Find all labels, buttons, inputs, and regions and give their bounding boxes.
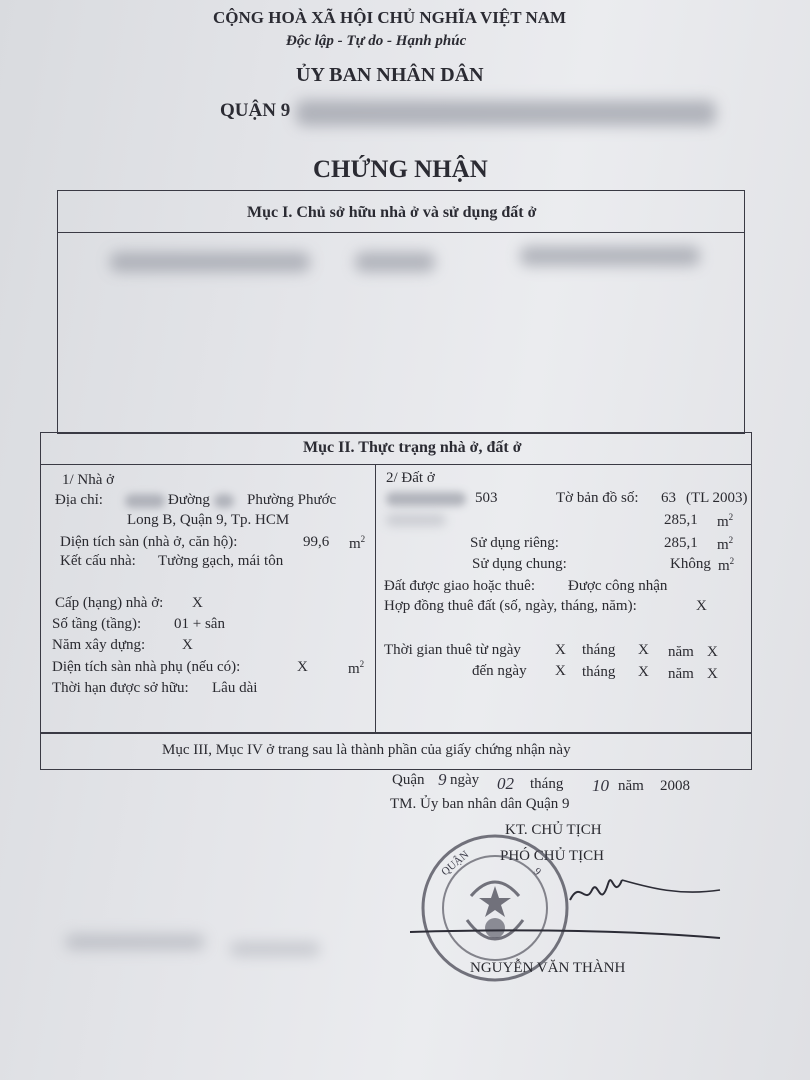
floors-label: Số tầng (tầng): — [52, 616, 142, 632]
private-label: Sử dụng riêng: — [470, 535, 559, 551]
lease-value: X — [696, 598, 707, 614]
area-unit: $m^2$ — [717, 512, 734, 530]
signoff-month: 10 — [592, 776, 609, 795]
header-committee: ỦY BAN NHÂN DÂN — [296, 64, 484, 86]
redacted-address-number — [125, 494, 165, 508]
grade-value: X — [192, 595, 203, 611]
floor-area-unit: $m^2$ — [349, 534, 366, 552]
header-district: QUẬN 9 — [220, 100, 291, 121]
aux-area-unit: $m^2$ — [348, 659, 365, 677]
area-value: 285,1 — [664, 512, 698, 528]
signoff-day-label: ngày — [450, 772, 480, 788]
redacted-street — [214, 494, 234, 508]
redacted-bottom-1 — [65, 934, 205, 950]
common-label: Sử dụng chung: — [472, 556, 567, 572]
land-heading: 2/ Đất ở — [386, 470, 435, 486]
redacted-parcel-label — [386, 492, 466, 506]
signoff-role2: PHÓ CHỦ TỊCH — [500, 848, 604, 864]
section1-title: Mục I. Chủ sở hữu nhà ở và sử dụng đất ở — [247, 204, 537, 221]
signoff-month-label: tháng — [530, 776, 564, 792]
redacted-district — [296, 100, 716, 126]
signoff-year: 2008 — [660, 778, 690, 794]
redacted-area-label — [386, 514, 446, 526]
signoff-place: Quận — [392, 772, 425, 788]
term-value: Lâu dài — [212, 680, 258, 696]
year-value: X — [182, 637, 193, 653]
aux-area-label: Diện tích sàn nhà phụ (nếu có): — [52, 659, 241, 675]
term-label: Thời hạn được sở hữu: — [52, 680, 189, 696]
page-title: CHỨNG NHẬN — [313, 156, 488, 183]
address-street: Đường — [168, 492, 210, 508]
redacted-owner-3 — [520, 246, 700, 266]
lease-to-year: X — [707, 666, 718, 682]
allocated-value: Được công nhận — [568, 578, 668, 594]
floor-area-label: Diện tích sàn (nhà ở, căn hộ): — [60, 534, 238, 550]
common-value: Không — [670, 556, 711, 572]
address-ward: Phường Phước — [247, 492, 337, 508]
footer-note: Mục III, Mục IV ở trang sau là thành phần của giấy chứng nhận này — [162, 742, 571, 758]
svg-text:9: 9 — [530, 865, 544, 879]
lease-to-month: X — [638, 664, 649, 680]
signoff-org: TM. Ủy ban nhân dân Quận 9 — [390, 796, 570, 812]
lease-from-month: X — [638, 642, 649, 658]
lease-label: Hợp đồng thuê đất (số, ngày, tháng, năm): — [384, 598, 637, 614]
lease-from-year: X — [707, 644, 718, 660]
lease-from-day: X — [555, 642, 566, 658]
redacted-owner-1 — [110, 252, 310, 272]
lease-from-year-label: năm — [668, 644, 694, 660]
lease-from-month-label: tháng — [582, 642, 616, 658]
map-label: Tờ bản đồ số: — [556, 490, 639, 506]
year-label: Năm xây dựng: — [52, 637, 146, 653]
signature-icon — [400, 840, 730, 960]
signoff-year-label: năm — [618, 778, 644, 794]
lease-to-month-label: tháng — [582, 664, 616, 680]
svg-text:QUẬN: QUẬN — [439, 848, 472, 879]
lease-to-day: X — [555, 663, 566, 679]
signoff-name: NGUYỄN VĂN THÀNH — [470, 960, 626, 976]
common-unit: $m^2$ — [718, 556, 735, 574]
structure-label: Kết cấu nhà: — [60, 553, 136, 569]
floor-area-value: 99,6 — [303, 534, 330, 550]
lease-to-label: đến ngày — [472, 663, 527, 679]
signoff-role1: KT. CHỦ TỊCH — [505, 822, 602, 838]
house-heading: 1/ Nhà ở — [62, 472, 115, 488]
allocated-label: Đất được giao hoặc thuê: — [384, 578, 536, 594]
header-motto: Độc lập - Tự do - Hạnh phúc — [286, 33, 467, 49]
private-unit: $m^2$ — [717, 535, 734, 553]
grade-label: Cấp (hạng) nhà ở: — [55, 595, 164, 611]
floors-value: 01 + sân — [174, 616, 225, 632]
address-line2: Long B, Quận 9, Tp. HCM — [127, 512, 290, 528]
lease-from-label: Thời gian thuê từ ngày — [384, 642, 521, 658]
aux-area-value: X — [297, 659, 308, 675]
lease-to-year-label: năm — [668, 666, 694, 682]
header-country: CỘNG HOÀ XÃ HỘI CHỦ NGHĨA VIỆT NAM — [213, 8, 567, 27]
signoff-place-num: 9 — [438, 770, 447, 789]
map-value: 63 — [661, 490, 676, 506]
private-value: 285,1 — [664, 535, 698, 551]
address-label: Địa chỉ: — [55, 492, 103, 508]
section2-title: Mục II. Thực trạng nhà ở, đất ở — [303, 439, 522, 456]
signoff-day: 02 — [497, 774, 514, 793]
parcel-value: 503 — [475, 490, 498, 506]
section1-box — [57, 190, 745, 434]
redacted-bottom-2 — [230, 942, 320, 956]
structure-value: Tường gạch, mái tôn — [158, 553, 284, 569]
redacted-owner-2 — [355, 252, 435, 272]
map-ref: (TL 2003) — [686, 490, 748, 506]
